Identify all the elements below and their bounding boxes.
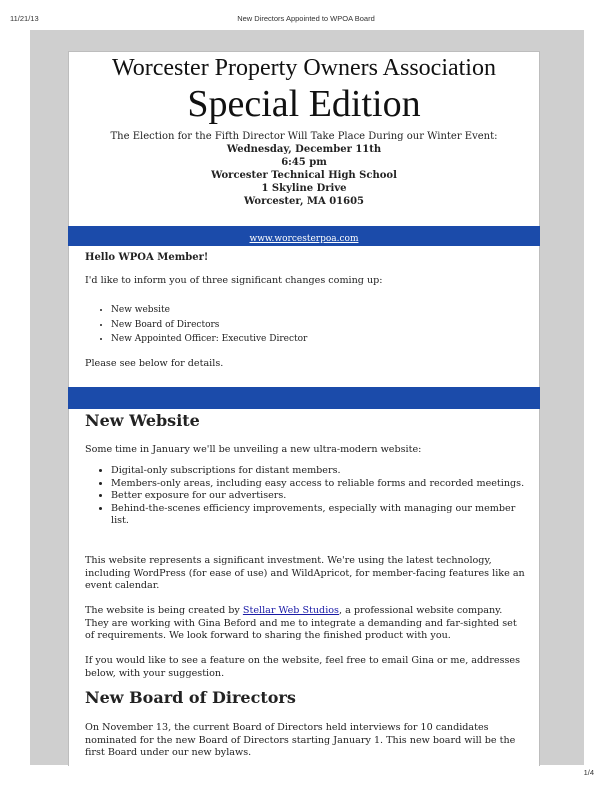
event-intro: The Election for the Fifth Director Will Take Place During our Winter Event: — [110, 131, 498, 142]
builder-text-after: , a professional website company. They are working with Gina Beford and me to integrate a demanding and far-sighted set of requirements. We look forward to sharing the finished product with you. — [85, 605, 517, 641]
investment-paragraph: This website represents a significant investment. We're using the latest technology, including WordPress (for ease of use) and WildApricot, for member-facing features like an event calendar. — [85, 555, 525, 591]
event-date: Wednesday, December 11th — [226, 144, 382, 155]
list-item: • Digital-only subscriptions for distant members. — [111, 465, 525, 478]
new-website-heading: New Website — [85, 411, 200, 430]
list-item: • New website — [111, 303, 525, 318]
changes-list — [85, 303, 525, 347]
intro-text: I'd like to inform you of three significant changes coming up: — [85, 275, 383, 286]
list-item: • Members-only areas, including easy access to reliable forms and recorded meetings. — [111, 478, 525, 491]
list-item: • Better exposure for our advertisers. — [111, 490, 525, 503]
features-list — [85, 465, 525, 528]
website-banner — [68, 226, 540, 246]
new-website-lead: Some time in January we'll be unveiling a new ultra-modern website: — [85, 444, 422, 455]
event-time: 6:45 pm — [281, 157, 327, 168]
print-date: 11/21/13 — [10, 14, 39, 23]
details-text: Please see below for details. — [85, 358, 224, 369]
list-item: • New Board of Directors — [111, 318, 525, 333]
event-info — [69, 130, 539, 208]
email-background — [30, 30, 584, 765]
edition-title: Special Edition — [187, 83, 421, 125]
list-item: • Behind-the-scenes efficiency improvements, especially with managing our member list. — [111, 503, 525, 528]
builder-paragraph — [85, 605, 525, 643]
section-divider-bar — [68, 387, 540, 409]
feedback-paragraph: If you would like to see a feature on the website, feel free to email Gina or me, addresses below, with your suggestion. — [85, 655, 521, 679]
event-venue: Worcester Technical High School — [211, 170, 397, 181]
print-title: New Directors Appointed to WPOA Board — [237, 14, 375, 23]
event-street: 1 Skyline Drive — [261, 183, 347, 194]
list-item: • New Appointed Officer: Executive Director — [111, 332, 525, 347]
new-board-paragraph: On November 13, the current Board of Directors held interviews for 10 candidates nominated for the new Board of Directors starting January 1. This new board will be the first Board under our new bylaws. — [85, 722, 516, 758]
stellar-web-studios-link[interactable]: Stellar Web Studios — [242, 605, 339, 616]
greeting: Hello WPOA Member! — [85, 252, 209, 263]
new-board-heading: New Board of Directors — [85, 688, 296, 707]
newsletter-card — [68, 51, 540, 766]
builder-text-before: The website is being created by — [85, 605, 243, 616]
event-city: Worcester, MA 01605 — [243, 196, 365, 207]
org-name: Worcester Property Owners Association — [112, 55, 496, 81]
print-header — [0, 0, 612, 30]
website-link[interactable]: www.worcesterpoa.com — [249, 234, 359, 244]
page-number: 1/4 — [583, 768, 594, 777]
